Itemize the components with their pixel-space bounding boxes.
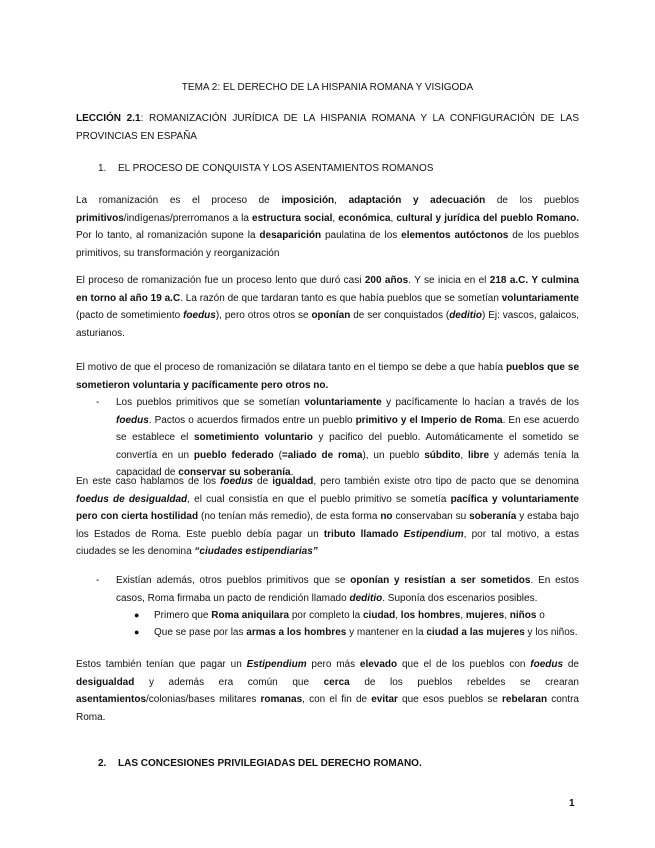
emphasis [220,476,253,487]
text-run: . [290,467,294,478]
text-run: voluntariamente [501,292,579,304]
text-run: En este caso hablamos de los [76,476,221,487]
text-run: que el de los pueblos con [397,659,531,670]
dash-marker: - [96,397,100,408]
text-run: El proceso de romanización fue un proceso lento que duró casi [76,275,365,286]
text-run: mujeres [465,610,505,621]
section-1-heading [98,160,433,178]
text-run: paulatina de los [321,230,402,241]
text-run: , [332,212,339,224]
text-run: desigualdad [76,676,135,688]
text-run: , [460,610,466,621]
text-run: asentamientos [76,694,147,705]
text-run: foedus de desigualdad [76,493,188,505]
text-run: Por lo tanto, al romanización supone la [76,230,260,241]
text-run: o [536,610,545,621]
text-run: cerca [323,676,350,688]
text-run: de los pueblos primitivos, su transformación y reorganización [76,230,579,259]
text-run: 200 años [364,275,409,286]
paragraph-3 [76,359,579,394]
text-run: deditio [349,592,383,604]
text-run: tributo llamado [323,528,404,540]
text-run: deditio [449,310,482,321]
text-run: libre [467,449,490,461]
section-2-number: 2. [98,758,107,769]
text-run: /indígenas/prerromanos a la [123,212,253,224]
text-run: Que se pase por las [154,627,247,638]
text-run: soberanía [469,511,517,522]
text-run: y mantener en la [346,627,427,638]
lesson-label: LECCIÓN 2.1 [76,113,141,124]
text-run: de los pueblos rebeldes se crearan [349,676,579,688]
bullet-list-item-1-text [154,607,579,625]
text-run: Estipendium [403,528,464,540]
text-run: , [395,610,401,621]
text-run: voluntariamente [304,397,382,408]
section-2-heading [98,755,422,773]
text-run: (no tenían más remedio), de esta forma [198,511,381,522]
text-run: los hombres [400,610,461,621]
dash-list-item-2-text [116,572,579,607]
text-run: , por tal motivo, a estas ciudades se les denomina [76,528,579,557]
text-run: y los niños. [524,627,578,638]
text-run: súbdito [424,449,461,461]
text-run: evitar [371,694,398,705]
text-run: foedus [116,414,149,426]
bullet-list-item-2-text [154,624,579,642]
bullet-marker: ● [134,610,140,620]
text-run: . Suponía dos escenarios posibles. [382,592,538,604]
text-run: , [390,212,397,224]
text-run: elevado [359,659,398,670]
emphasis [116,415,149,426]
text-run: 218 a.C. Y culmina en torno al año 19 a.C [76,275,579,304]
text-run: /colonias/bases militares [146,694,261,705]
text-run: Primero que [154,610,212,621]
text-run: Estipendium [246,659,307,670]
section-1-number: 1. [98,163,107,174]
text-run: . Pactos o acuerdos firmados entre un pueblo [148,414,356,426]
text-run: primitivos [76,212,124,224]
paragraph-4 [76,473,579,561]
text-run: económica [338,212,391,224]
text-run: estructura social [252,212,333,224]
dash-marker: - [96,575,100,586]
text-run: de [252,476,273,487]
text-run: adaptación y adecuación [348,195,486,206]
text-run: foedus [530,659,564,670]
dash-list-item-1-text [116,394,579,482]
text-run: El motivo de que el proceso de romanización se dilatara tanto en el tiempo se debe a que había [76,362,506,373]
text-run: y pacíficamente lo hacían a través de los [381,397,579,408]
text-run: cultural y jurídica del pueblo Romano. [396,212,580,224]
text-run: no [380,511,393,522]
text-run: elementos autóctonos [401,230,509,241]
section-1-title: EL PROCESO DE CONQUISTA Y LOS ASENTAMIENTOS ROMANOS [118,163,434,174]
text-run: . La razón de que tardaran tanto es que había pueblos que se sometían [180,292,502,304]
text-run: pero más [306,659,360,670]
text-run: (pacto de sometimiento [76,310,184,321]
text-run: Los pueblos primitivos que se sometían [116,397,305,408]
text-run: por completo la [289,610,363,621]
lesson-heading [76,110,579,145]
document-title: TEMA 2: EL DERECHO DE LA HISPANIA ROMANA Y VISIGODA [181,82,474,93]
paragraph-5 [76,656,579,726]
text-run: de ser conquistados ( [350,310,450,321]
text-run: , el cual consistía en que el pueblo primitivo se sometía [187,493,451,505]
text-run: foedus [183,310,216,321]
text-run: conservar su soberanía [178,467,291,478]
text-run: . En estos casos, Roma firmaba un pacto de rendición llamado [116,575,580,604]
emphasis [194,546,317,557]
text-run: conservaban su [392,511,470,522]
text-run: ), un pueblo [362,449,425,461]
text-run: armas a los hombres [246,627,347,638]
text-run: que esos pueblos se [397,694,503,705]
text-run: romanas [260,694,303,705]
text-run: Existían además, otros pueblos primitivos que se [116,575,351,586]
text-run: primitivo y el Imperio de Roma [355,414,503,426]
emphasis [76,494,187,505]
text-run: La romanización es el proceso de [76,195,282,206]
text-run: y pacifico del pueblo. Automáticamente el sometido se convertía en un [116,432,579,461]
text-run: , con el fin de [302,694,372,705]
text-run: contra Roma. [76,694,579,723]
text-run: pacífica y voluntariamente pero con cierta hostilidad [76,493,579,522]
text-run: y además tenía la capacidad de [116,449,579,478]
text-run: oponían [311,310,351,321]
text-run: de los pueblos [485,195,580,206]
text-run: oponían y resistían a ser sometidos [350,575,531,586]
text-run: . Y se inicia en el [408,275,490,286]
text-run: foedus [220,476,253,487]
text-run: , pero también existe otro tipo de pacto que se denomina [313,476,579,487]
text-run: ciudad a las mujeres [426,627,525,638]
text-run: niños [509,610,537,621]
emphasis [449,310,482,321]
lesson-title: : ROMANIZACIÓN JURÍDICA DE LA HISPANIA ROMANA Y LA CONFIGURACIÓN DE LAS PROVINCIAS EN ESPAÑA [76,113,579,142]
text-run: =aliado de roma [281,449,363,461]
text-run: , [334,195,349,206]
emphasis [247,659,307,670]
text-run: y además era común que [134,676,324,688]
text-run: rebelaran [502,694,548,705]
page-number: 1 [569,798,575,809]
text-run: “ciudades estipendiarias” [194,546,318,557]
text-run: sometimiento voluntario [193,432,313,443]
emphasis [530,659,563,670]
text-run: igualdad [272,476,314,487]
text-run: , [460,449,468,461]
text-run: ) Ej: vascos, galaicos, asturianos. [76,310,580,339]
text-run: ), pero otros otros se [215,310,312,321]
text-run: de [563,659,579,670]
text-run: y estaba bajo los Estados de Roma. Este pueblo debía pagar un [76,511,579,540]
text-run: imposición [281,195,335,206]
emphasis [349,593,382,604]
paragraph-2 [76,272,579,342]
text-run: ciudad [363,610,396,621]
text-run: pueblos que se sometieron voluntaria y pacíficamente pero otros no. [76,362,580,391]
text-run: desaparición [259,230,322,241]
text-run: pueblo federado [193,449,274,461]
paragraph-1 [76,192,579,262]
emphasis [404,529,464,540]
emphasis [183,310,216,321]
section-2-title: LAS CONCESIONES PRIVILEGIADAS DEL DERECHO ROMANO. [118,758,422,769]
text-run: , [504,610,510,621]
bullet-marker: ● [134,627,140,637]
text-run: Roma aniquilara [211,610,290,621]
text-run: . En ese acuerdo se establece el [116,414,579,443]
text-run: ( [273,449,282,461]
text-run: Estos también tenían que pagar un [76,659,247,670]
